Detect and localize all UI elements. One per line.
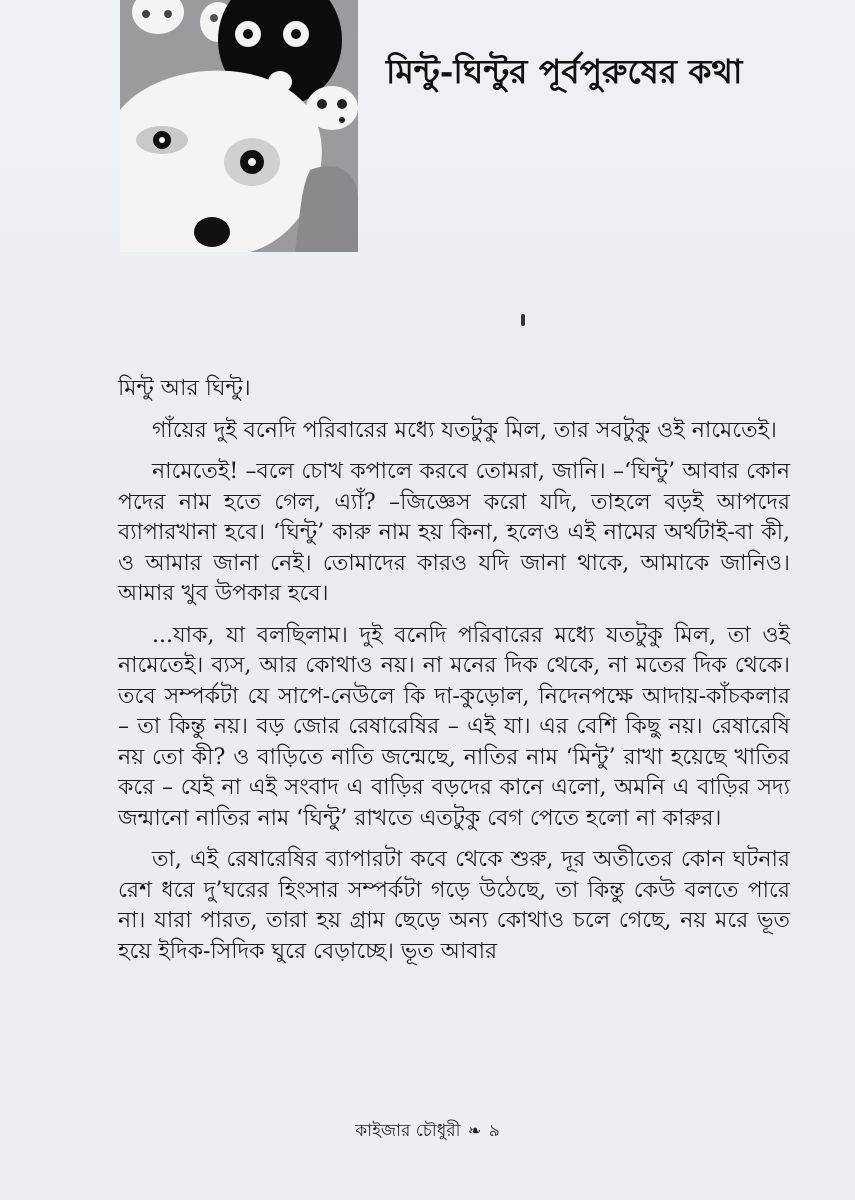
paragraph: গাঁয়ের দুই বনেদি পরিবারের মধ্যে যতটুকু মিল, তার সবটুকু ওই নামেতেই।: [152, 417, 777, 443]
footer-author: কাইজার চৌধুরী: [355, 1121, 461, 1141]
page-number: ৯: [488, 1121, 500, 1141]
paragraph: মিন্টু আর ঘিন্টু।: [118, 376, 251, 401]
print-mark: [521, 314, 525, 326]
body-text: [118, 374, 790, 978]
chapter-title: মিন্টু-ঘিন্টুর পূর্বপুরুষের কথা: [386, 52, 743, 91]
paragraph: নামেতেই! –বলে চোখ কপালে করবে তোমরা, জানি। –‘ঘিন্টু’ আবার কোন পদের নাম হতে গেল, এ্যাঁ? –জিজ্ঞেস করো যদি, তাহলে বড়ই আপদের ব্যাপারখানা হবে। ‘ঘিন্টু’ কারু নাম হয় কিনা, হলেও এই নামের অর্থটাই-বা কী, ও আমার জানা নেই। তোমাদের কারও যদি জানা থাকে, আমাকে জানিও। আমার খুব উপকার হবে।: [118, 459, 790, 606]
page-footer: [0, 1118, 855, 1146]
ornament-icon: ❧: [467, 1121, 482, 1140]
paragraph: তা, এই রেষারেষির ব্যাপারটা কবে থেকে শুরু, দূর অতীতের কোন ঘটনার রেশ ধরে দু’ঘরের হিংসার সম্পর্কটা গড়ে উঠেছে, তা কিন্তু কেউ বলতে পারে না। যারা পারত, তারা হয় গ্রাম ছেড়ে অন্য কোথাও চলে গেছে, নয় মরে ভূত হয়ে ইদিক-সিদিক ঘুরে বেড়াচ্ছে। ভূত আবার: [118, 847, 790, 964]
ghost-faces-illustration-icon: [120, 0, 358, 252]
paragraph: ...যাক, যা বলছিলাম। দুই বনেদি পরিবারের মধ্যে যতটুকু মিল, তা ওই নামেতেই। ব্যস, আর কোথাও নয়। না মনের দিক থেকে, না মতের দিক থেকে। তবে সম্পর্কটা যে সাপে-নেউলে কি দা-কুড়োল, নিদেনপক্ষে আদায়-কাঁচকলার – তা কিন্তু নয়। বড় জোর রেষারেষির – এই যা। এর বেশি কিছু নয়। রেষারেষি নয় তো কী? ও বাড়িতে নাতি জন্মেছে, নাতির নাম ‘মিন্টু’ রাখা হয়েছে খাতির করে – যেই না এই সংবাদ এ বাড়ির বড়দের কানে এলো, অমনি এ বাড়ির সদ্য জন্মানো নাতির নাম ‘ঘিন্টু’ রাখতে এতটুকু বেগ পেতে হলো না কারুর।: [118, 622, 790, 831]
